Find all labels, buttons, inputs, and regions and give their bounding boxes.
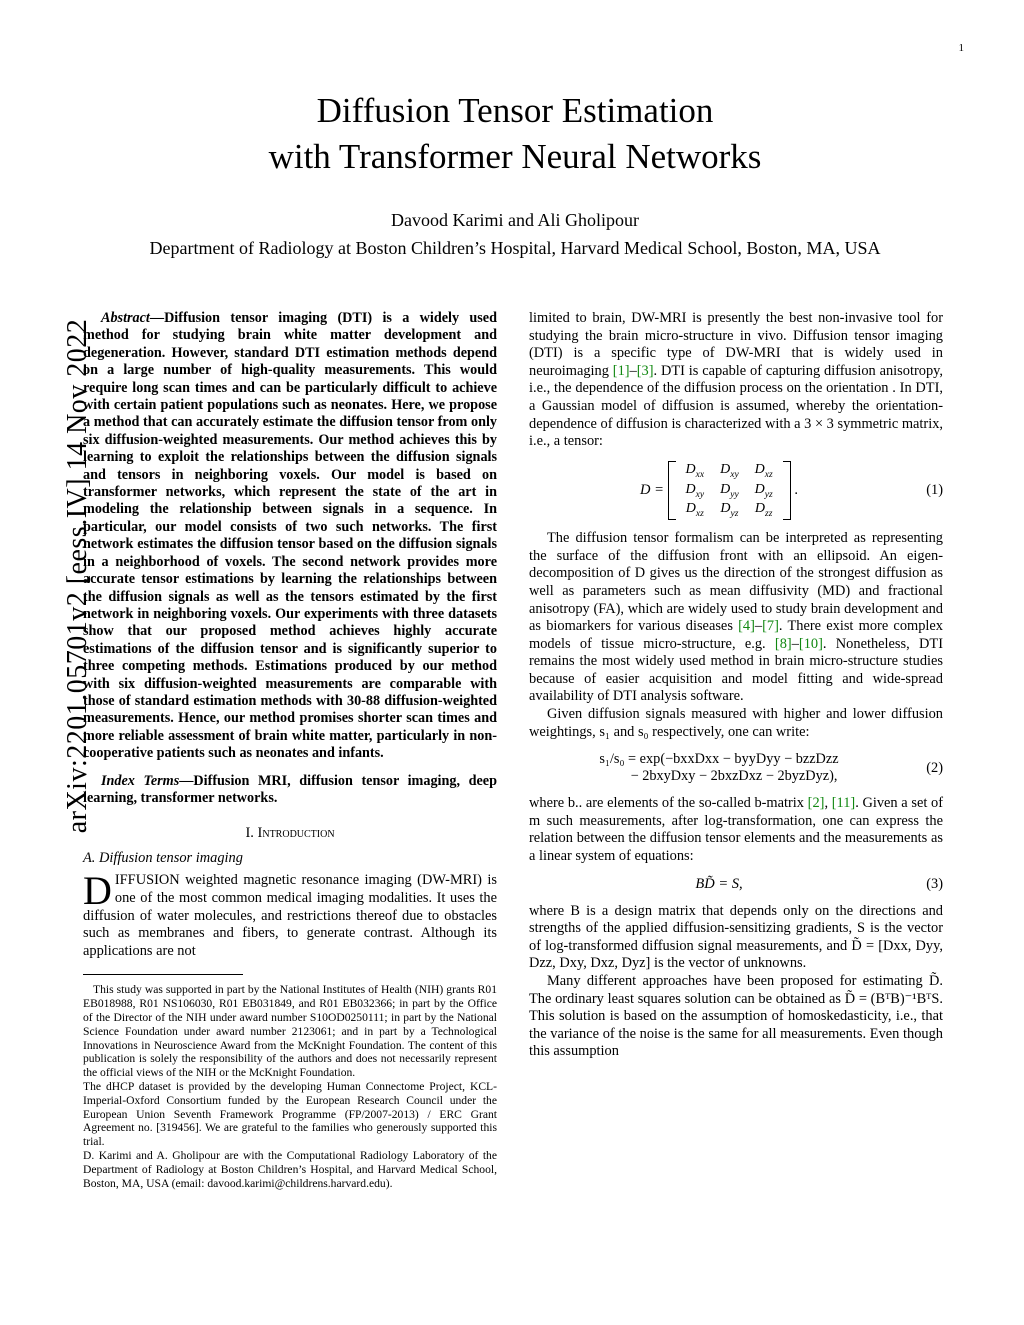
abstract-text: —Diffusion tensor imaging (DTI) is a widely used method for studying brain white matter development and degeneration. However, standard DTI estimation methods depend on a large number of high-quality measurements. This would require long scan times and can be particularly difficult to achieve with certain patient populations such as neonates. Here, we propose a method that can accurately estimate the diffusion tensor from only six diffusion-weighted measurements. Our method achieves this by learning to exploit the relationships between the diffusion signals and tensors in neighboring voxels. Our model is based on transformer networks, which represent the state of the art in modeling the relationship between signals in a sequence. In particular, our model consists of two such networks. The first network estimates the diffusion tensor based on the diffusion signals in a neighborhood of voxels. The second network provides more accurate tensor estimations by learning the relationships between the diffusion signals as well as the tensors estimated by the first network in neighboring voxels. Our experiments with three datasets show that our proposed method achieves highly accurate estimations of the diffusion tensor and is significantly superior to three competing methods. Estimations produced by our method with six diffusion-weighted measurements are comparable with those of standard estimation methods with 30-88 diffusion-weighted measurements. Hence, our method promises shorter scan times and more reliable assessment of brain white matter, particularly in non-cooperative patients such as neonates and infants. bbox=[83, 310, 497, 762]
matrix-cell-r2c1: $D_{xy}$ bbox=[685, 481, 705, 500]
matrix-bracket-right bbox=[783, 461, 791, 520]
abstract bbox=[83, 310, 497, 763]
equation-1 bbox=[529, 461, 943, 520]
title-block bbox=[120, 88, 910, 262]
citation-link-10[interactable]: [10] bbox=[798, 635, 823, 652]
citation-link-1[interactable]: [1] bbox=[612, 362, 630, 379]
matrix-cell-r3c2: $D_{yz}$ bbox=[720, 501, 739, 520]
abstract-lead: Abstract bbox=[101, 310, 150, 326]
right-p4-part-b: . Given a set of m such measurements, after log-transformation, one can express the relation between the diffusion tensor elements and the measurements as a linear system of equations: bbox=[529, 795, 943, 865]
right-paragraph-2: The diffusion tensor formalism can be interpreted as representing the surface of the diffusion front with an ellipsoid. An eigen-decomposition of D gives us the direction of the strongest diffusion as well as parameters such as mean diffusivity (MD) and fractional anisotropy (FA), which are widely used to study brain development and as biomarkers for various diseases [4]–[7]. There exist more complex models of tissue micro-structure, e.g. [8]–[10]. Nonetheless, DTI remains the most widely used method in brain micro-structure studies because of easier acquisition and model fitting and wide-spread availability of DTI analysis software. bbox=[529, 530, 943, 705]
equation-1-number: (1) bbox=[926, 481, 943, 498]
right-paragraph-1 bbox=[529, 310, 943, 451]
page-title-line-2: with Transformer Neural Networks bbox=[268, 137, 762, 176]
equation-1-body bbox=[529, 461, 909, 520]
equation-1-period: . bbox=[794, 481, 798, 498]
matrix-bracket-left bbox=[668, 461, 676, 520]
left-column bbox=[83, 310, 497, 1190]
equation-2 bbox=[529, 751, 943, 785]
citation-link-4[interactable]: [4] bbox=[738, 618, 755, 635]
right-p2-mid: . There exist more complex models of tissue micro-structure, e.g. bbox=[529, 618, 943, 652]
matrix-cell-r1c3: $D_{xz}$ bbox=[754, 461, 773, 480]
right-p1-part-a: limited to brain, DW-MRI is presently the best non-invasive tool for studying the brain micro-structure in vivo. Diffusion tensor imaging (DTI) is a specific type of DW-MRI that is widely used in neuroimaging bbox=[529, 310, 943, 379]
citation-link-8[interactable]: [8] bbox=[774, 635, 792, 652]
matrix-cell-r2c3: $D_{yz}$ bbox=[754, 481, 773, 500]
citation-link-7[interactable]: [7] bbox=[762, 618, 779, 635]
drop-cap: D bbox=[83, 868, 112, 914]
right-p4-part-a: where b.. are elements of the so-called b-matrix bbox=[529, 795, 808, 812]
footnote-funding: This study was supported in part by the National Institutes of Health (NIH) grants R01 EB018988, R01 NS106030, R01 EB031849, and R01 EB032366; in part by the Office of the Director of the NIH under award number S10OD0250111; in part by the National Science Foundation under award number 2123061; and in part by a Technological Innovations in Neuroscience Award from the McKnight Foundation. The content of this publication is solely the responsibility of the authors and does not necessarily represent the official views of the NIH or the McKnight Foundation. bbox=[83, 983, 497, 1080]
citation-link-2[interactable]: [2] bbox=[807, 795, 825, 812]
two-column-body bbox=[83, 310, 943, 1190]
right-paragraph-6: Many different approaches have been proposed for estimating D̃. The ordinary least squares solution can be obtained as D̃ = (BᵀB)⁻¹BᵀS. This solution is based on the assumption of homoskedasticity, i.e., that the variance of the noise is the same for all measurements. Even though this assumption bbox=[529, 973, 943, 1060]
affiliation: Department of Radiology at Boston Children’s Hospital, Harvard Medical School, Boston, MA, USA bbox=[149, 238, 881, 258]
footnote-authors-affiliation: D. Karimi and A. Gholipour are with the Computational Radiology Laboratory of the Department of Radiology at Boston Children’s Hospital, and Harvard Medical School, Boston, MA, USA (email: davood.karimi@childrens.harvard.edu). bbox=[83, 1148, 497, 1190]
page-number: 1 bbox=[958, 42, 964, 54]
matrix-cell-r2c2: $D_{yy}$ bbox=[720, 481, 739, 500]
citation-comma: , bbox=[824, 795, 832, 812]
index-terms-lead: Index Terms bbox=[101, 772, 180, 789]
section-heading-introduction: I. Introduction bbox=[245, 825, 335, 842]
equation-2-body bbox=[529, 751, 909, 785]
right-p2-end: . Nonetheless, DTI remains the most widely used method in brain micro-structure studies because of easier acquisition and model fitting and wide-spread availability of DTI analysis software. bbox=[529, 635, 943, 705]
matrix-cell-r1c1: $D_{xx}$ bbox=[685, 461, 705, 480]
index-terms-text: —Diffusion MRI, diffusion tensor imaging, deep learning, transformer networks. bbox=[83, 772, 497, 806]
arxiv-stamp: arXiv:2201.05701v2 [eess.IV] 14 Nov 2022 bbox=[62, 318, 93, 834]
equation-3-number: (3) bbox=[926, 875, 943, 892]
equation-1-matrix bbox=[668, 461, 791, 520]
equation-2-line-1: s₁/s₀ = exp(−bxxDxx − byyDyy − bzzDzz bbox=[599, 751, 839, 768]
equation-1-label: D = bbox=[640, 481, 664, 498]
page-title-line-1: Diffusion Tensor Estimation bbox=[316, 91, 714, 130]
equation-3-text: BD̃ = S, bbox=[695, 875, 743, 892]
intro-paragraph bbox=[83, 868, 497, 960]
right-paragraph-3: Given diffusion signals measured with higher and lower diffusion weightings, s₁ and s₀ respectively, one can write: bbox=[529, 706, 943, 740]
citation-dash-1: – bbox=[629, 362, 637, 379]
matrix-cell-r3c1: $D_{xz}$ bbox=[685, 501, 704, 520]
subsection-heading-diffusion-tensor-imaging: A. Diffusion tensor imaging bbox=[83, 850, 243, 867]
citation-link-3[interactable]: [3] bbox=[636, 362, 654, 379]
equation-3 bbox=[529, 876, 943, 893]
equation-3-body bbox=[529, 876, 909, 893]
index-terms bbox=[83, 773, 497, 808]
citation-link-11[interactable]: [11] bbox=[831, 795, 856, 812]
footnote-dhcp: The dHCP dataset is provided by the developing Human Connectome Project, KCL-Imperial-Oxford Consortium funded by the European Research Council under the European Union Seventh Framework Programme (FP/2007-2013) / ERC Grant Agreement no. [319456]. We are grateful to the families who generously supported this trial. bbox=[83, 1079, 497, 1149]
right-paragraph-4 bbox=[529, 795, 943, 865]
matrix-cell-r3c3: $D_{zz}$ bbox=[754, 501, 773, 520]
right-p1-part-b: . DTI is capable of capturing diffusion anisotropy, i.e., the dependence of the diffusion process on the orientation . In DTI, a Gaussian model of diffusion is assumed, whereby the orientation-dependence of diffusion is characterized with a 3 × 3 symmetric matrix, i.e., a tensor: bbox=[529, 362, 943, 450]
right-p2-part-a: The diffusion tensor formalism can be interpreted as representing the surface of the diffusion front with an ellipsoid. An eigen-decomposition of D gives us the direction of the strongest diffusion as well as parameters such as mean diffusivity (MD) and fractional anisotropy (FA), which are widely used to study brain development and as biomarkers for various diseases bbox=[529, 530, 943, 635]
authors: Davood Karimi and Ali Gholipour bbox=[391, 210, 639, 230]
right-column bbox=[529, 310, 943, 1190]
footnote-divider bbox=[83, 974, 243, 975]
right-paragraph-5: where B is a design matrix that depends only on the directions and strengths of the applied diffusion-sensitizing gradients, S is the vector of log-transformed diffusion signal measurements, and D̃ = [Dxx, Dyy, Dzz, Dxy, Dxz, Dyz] is the vector of unknowns. bbox=[529, 902, 943, 972]
equation-2-number: (2) bbox=[926, 759, 943, 776]
equation-2-line-2: − 2bxyDxy − 2bxzDxz − 2byzDyz), bbox=[630, 768, 838, 785]
intro-paragraph-text: IFFUSION weighted magnetic resonance imaging (DW-MRI) is one of the most common medical imaging modalities. It uses the diffusion of water molecules, and restrictions thereof due to obstacles such as membranes and fibers, to generate contrast. Although its applications are not bbox=[83, 872, 497, 959]
matrix-cell-r1c2: $D_{xy}$ bbox=[720, 461, 739, 480]
